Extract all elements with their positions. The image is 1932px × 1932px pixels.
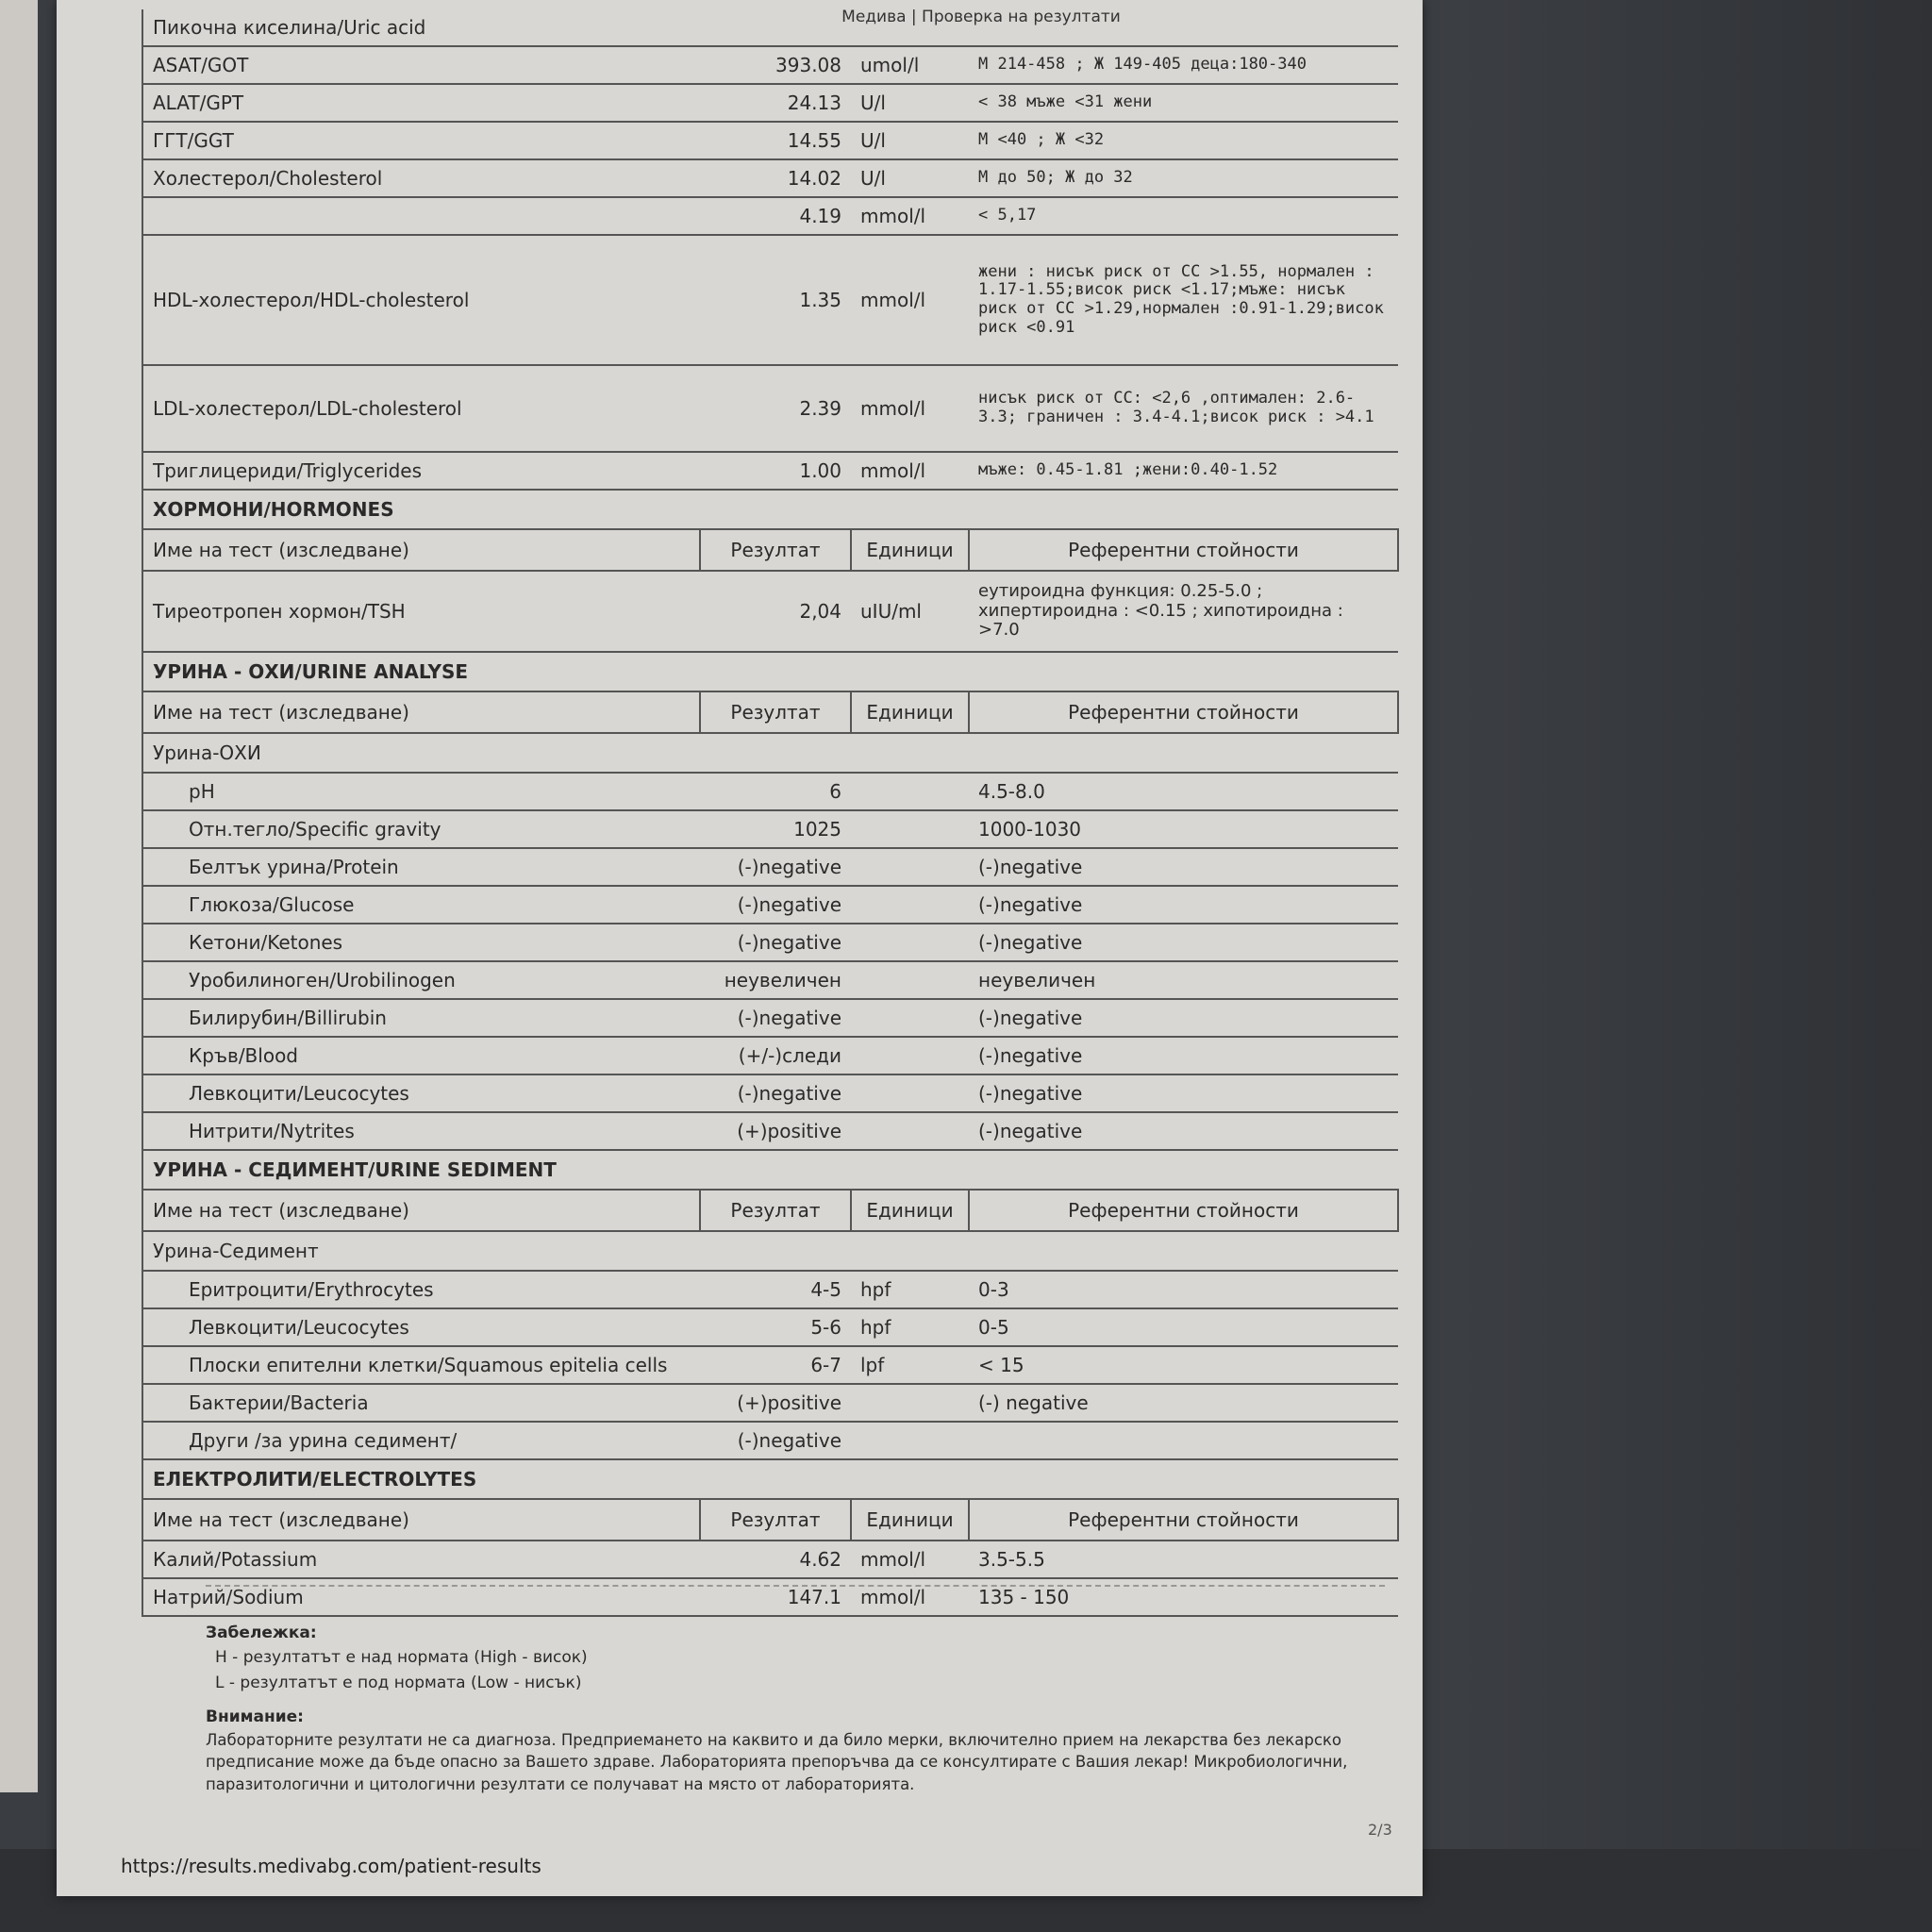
page-header: Медива | Проверка на резултати <box>841 8 1121 26</box>
test-reference: < 5,17 <box>969 197 1398 235</box>
urine-section <box>143 652 1398 1150</box>
test-name: Левкоцити/Leucocytes <box>143 1308 700 1346</box>
table-row <box>143 1346 1398 1384</box>
table-row <box>143 1384 1398 1422</box>
test-name: Кетони/Ketones <box>143 924 700 961</box>
table-row-tsh <box>143 571 1398 652</box>
test-unit: mmol/l <box>851 1541 969 1578</box>
test-reference: 4.5-8.0 <box>969 773 1398 810</box>
test-result: (-)negative <box>700 886 851 924</box>
test-reference: (-)negative <box>969 1074 1398 1112</box>
group-title: Урина-ОХИ <box>143 733 1398 773</box>
column-header-unit: Единици <box>851 529 969 571</box>
test-name: Белтък урина/Protein <box>143 848 700 886</box>
test-reference: < 38 мъже <31 жени <box>969 84 1398 122</box>
test-result: 393.08 <box>700 46 851 84</box>
test-reference: 3.5-5.5 <box>969 1541 1398 1578</box>
table-row <box>143 1578 1398 1616</box>
test-result: 1.00 <box>700 452 851 490</box>
test-reference: мъже: 0.45-1.81 ;жени:0.40-1.52 <box>969 452 1398 490</box>
table-row <box>143 122 1398 159</box>
test-result: 4-5 <box>700 1271 851 1308</box>
section-title: ХОРМОНИ/HORMONES <box>143 490 1398 529</box>
column-header-reference: Референтни стойности <box>969 691 1398 733</box>
test-reference: неувеличен <box>969 961 1398 999</box>
test-result: (-)negative <box>700 1422 851 1459</box>
test-unit: mmol/l <box>851 1578 969 1616</box>
test-unit <box>851 1074 969 1112</box>
sediment-section <box>143 1150 1398 1459</box>
column-header-reference: Референтни стойности <box>969 1190 1398 1231</box>
test-result: (+)positive <box>700 1112 851 1150</box>
test-reference <box>969 9 1398 46</box>
table-row <box>143 810 1398 848</box>
test-name: pH <box>143 773 700 810</box>
test-unit <box>851 1384 969 1422</box>
group-title: Урина-Седимент <box>143 1231 1398 1271</box>
test-reference: (-)negative <box>969 886 1398 924</box>
test-name: ASAT/GOT <box>143 46 700 84</box>
column-header-row <box>143 529 1398 571</box>
table-row <box>143 999 1398 1037</box>
test-name: Кръв/Blood <box>143 1037 700 1074</box>
notes-title: Забележка: <box>206 1624 317 1642</box>
test-reference: 1000-1030 <box>969 810 1398 848</box>
test-reference: (-)negative <box>969 1037 1398 1074</box>
test-name: Холестерол/Cholesterol <box>143 159 700 197</box>
test-unit <box>851 1422 969 1459</box>
test-name: Други /за урина седимент/ <box>143 1422 700 1459</box>
test-unit: U/l <box>851 159 969 197</box>
column-header-row <box>143 1499 1398 1541</box>
column-header-row <box>143 1190 1398 1231</box>
section-title: УРИНА - СЕДИМЕНТ/URINE SEDIMENT <box>143 1150 1398 1190</box>
test-unit <box>851 1112 969 1150</box>
test-reference: нисък риск от СС: <2,6 ,оптимален: 2.6-3.3; граничен : 3.4-4.1;висок риск : >4.1 <box>969 365 1398 452</box>
test-name: ALAT/GPT <box>143 84 700 122</box>
column-header-result: Резултат <box>700 1190 851 1231</box>
test-name <box>143 197 700 235</box>
test-result: (+/-)следи <box>700 1037 851 1074</box>
test-name: Нитрити/Nytrites <box>143 1112 700 1150</box>
table-row-triglycerides <box>143 452 1398 490</box>
test-result: 6-7 <box>700 1346 851 1384</box>
section-title: УРИНА - ОХИ/URINE ANALYSE <box>143 652 1398 691</box>
column-header-result: Резултат <box>700 529 851 571</box>
section-title: ЕЛЕКТРОЛИТИ/ELECTROLYTES <box>143 1459 1398 1499</box>
test-result: 1.35 <box>700 235 851 365</box>
test-unit: mmol/l <box>851 365 969 452</box>
table-row <box>143 1074 1398 1112</box>
test-unit: U/l <box>851 122 969 159</box>
test-name: Триглицериди/Triglycerides <box>143 452 700 490</box>
background-cloth <box>1415 0 1932 1932</box>
test-name: Уробилиноген/Urobilinogen <box>143 961 700 999</box>
notes-block <box>206 1621 1385 1795</box>
test-result: 24.13 <box>700 84 851 122</box>
results-table <box>143 9 1399 1617</box>
table-row <box>143 773 1398 810</box>
test-name: HDL-холестерол/HDL-cholesterol <box>143 235 700 365</box>
table-row <box>143 9 1398 46</box>
test-unit <box>851 924 969 961</box>
test-name: ГГТ/GGT <box>143 122 700 159</box>
test-name: Натрий/Sodium <box>143 1578 700 1616</box>
table-row <box>143 848 1398 886</box>
test-result: 6 <box>700 773 851 810</box>
test-name: Билирубин/Billirubin <box>143 999 700 1037</box>
test-reference: (-)negative <box>969 924 1398 961</box>
column-header-reference: Референтни стойности <box>969 529 1398 571</box>
test-result: 14.55 <box>700 122 851 159</box>
warning-title: Внимание: <box>206 1707 304 1727</box>
test-unit: mmol/l <box>851 452 969 490</box>
test-result <box>700 9 851 46</box>
page-number: 2/3 <box>1368 1821 1392 1839</box>
test-reference: (-) negative <box>969 1384 1398 1422</box>
column-header-reference: Референтни стойности <box>969 1499 1398 1541</box>
test-reference: М до 50; Ж до 32 <box>969 159 1398 197</box>
note-low: L - резултатът е под нормата (Low - нисък) <box>215 1673 582 1692</box>
test-result: (-)negative <box>700 1074 851 1112</box>
test-reference: (-)negative <box>969 999 1398 1037</box>
test-unit <box>851 999 969 1037</box>
test-reference: (-)negative <box>969 1112 1398 1150</box>
test-result: (-)negative <box>700 999 851 1037</box>
column-header-unit: Единици <box>851 1190 969 1231</box>
table-row <box>143 84 1398 122</box>
test-unit <box>851 886 969 924</box>
table-row <box>143 961 1398 999</box>
test-name: Пикочна киселина/Uric acid <box>143 9 700 46</box>
test-unit <box>851 9 969 46</box>
test-unit: hpf <box>851 1271 969 1308</box>
test-result: (+)positive <box>700 1384 851 1422</box>
test-reference: М 214-458 ; Ж 149-405 деца:180-340 <box>969 46 1398 84</box>
column-header-result: Резултат <box>700 691 851 733</box>
test-unit <box>851 848 969 886</box>
divider <box>206 1585 1385 1587</box>
results-sheet <box>142 9 1398 1617</box>
test-result: 2.39 <box>700 365 851 452</box>
hormones-section <box>143 490 1398 652</box>
test-reference: еутироидна функция: 0.25-5.0 ; хипертироидна : <0.15 ; хипотироидна : >7.0 <box>969 571 1398 652</box>
note-high: H - резултатът е над нормата (High - висок) <box>215 1648 588 1668</box>
test-reference: М <40 ; Ж <32 <box>969 122 1398 159</box>
test-name: Отн.тегло/Specific gravity <box>143 810 700 848</box>
table-row <box>143 1112 1398 1150</box>
column-header-row <box>143 691 1398 733</box>
test-name: Глюкоза/Glucose <box>143 886 700 924</box>
table-row <box>143 46 1398 84</box>
column-header-name: Име на тест (изследване) <box>143 529 700 571</box>
table-row <box>143 1037 1398 1074</box>
table-row <box>143 886 1398 924</box>
test-name: Левкоцити/Leucocytes <box>143 1074 700 1112</box>
test-result: 2,04 <box>700 571 851 652</box>
table-row-hdl <box>143 235 1398 365</box>
table-row <box>143 1541 1398 1578</box>
test-result: 147.1 <box>700 1578 851 1616</box>
table-row <box>143 1308 1398 1346</box>
test-unit <box>851 1037 969 1074</box>
test-name: LDL-холестерол/LDL-cholesterol <box>143 365 700 452</box>
test-result: 5-6 <box>700 1308 851 1346</box>
table-row <box>143 1422 1398 1459</box>
table-row <box>143 197 1398 235</box>
electrolytes-section <box>143 1459 1398 1616</box>
test-result: неувеличен <box>700 961 851 999</box>
column-header-name: Име на тест (изследване) <box>143 1499 700 1541</box>
column-header-unit: Единици <box>851 691 969 733</box>
test-result: (-)negative <box>700 924 851 961</box>
test-reference: 135 - 150 <box>969 1578 1398 1616</box>
test-unit <box>851 961 969 999</box>
table-row <box>143 1271 1398 1308</box>
test-result: 14.02 <box>700 159 851 197</box>
test-name: Еритроцити/Erythrocytes <box>143 1271 700 1308</box>
column-header-name: Име на тест (изследване) <box>143 691 700 733</box>
column-header-result: Резултат <box>700 1499 851 1541</box>
test-unit: uIU/ml <box>851 571 969 652</box>
test-result: (-)negative <box>700 848 851 886</box>
warning-text: Лабораторните резултати не са диагноза. Предприемането на каквито и да било мерки, включително прием на лекарства без лекарско предписание може да бъде опасно за Вашето здраве. Лабораторията препоръчва да се консултирате с Вашия лекар! Микробиологични, паразитологични и цитологични резултати се получават на място от лабораторията. <box>206 1731 1348 1793</box>
test-unit: hpf <box>851 1308 969 1346</box>
test-result: 4.62 <box>700 1541 851 1578</box>
test-unit: mmol/l <box>851 197 969 235</box>
test-unit <box>851 810 969 848</box>
test-unit <box>851 773 969 810</box>
test-name: Плоски епителни клетки/Squamous epitelia cells <box>143 1346 700 1384</box>
table-row-ldl <box>143 365 1398 452</box>
column-header-name: Име на тест (изследване) <box>143 1190 700 1231</box>
test-unit: umol/l <box>851 46 969 84</box>
test-reference: 0-5 <box>969 1308 1398 1346</box>
test-name: Тиреотропен хормон/TSH <box>143 571 700 652</box>
footer-url[interactable]: https://results.medivabg.com/patient-results <box>121 1855 541 1877</box>
test-unit: mmol/l <box>851 235 969 365</box>
test-reference: жени : нисък риск от СС >1.55, нормален : 1.17-1.55;висок риск <1.17;мъже: нисък риск от СС >1.29,нормален :0.91-1.29;висок риск <0.91 <box>969 235 1398 365</box>
test-reference: (-)negative <box>969 848 1398 886</box>
column-header-unit: Единици <box>851 1499 969 1541</box>
test-name: Калий/Potassium <box>143 1541 700 1578</box>
table-row <box>143 924 1398 961</box>
test-unit: U/l <box>851 84 969 122</box>
test-result: 1025 <box>700 810 851 848</box>
adjacent-sheet <box>0 0 38 1792</box>
test-reference: 0-3 <box>969 1271 1398 1308</box>
test-name: Бактерии/Bacteria <box>143 1384 700 1422</box>
test-unit: lpf <box>851 1346 969 1384</box>
test-reference <box>969 1422 1398 1459</box>
test-reference: < 15 <box>969 1346 1398 1384</box>
table-row <box>143 159 1398 197</box>
test-result: 4.19 <box>700 197 851 235</box>
biochem-section <box>143 9 1398 490</box>
